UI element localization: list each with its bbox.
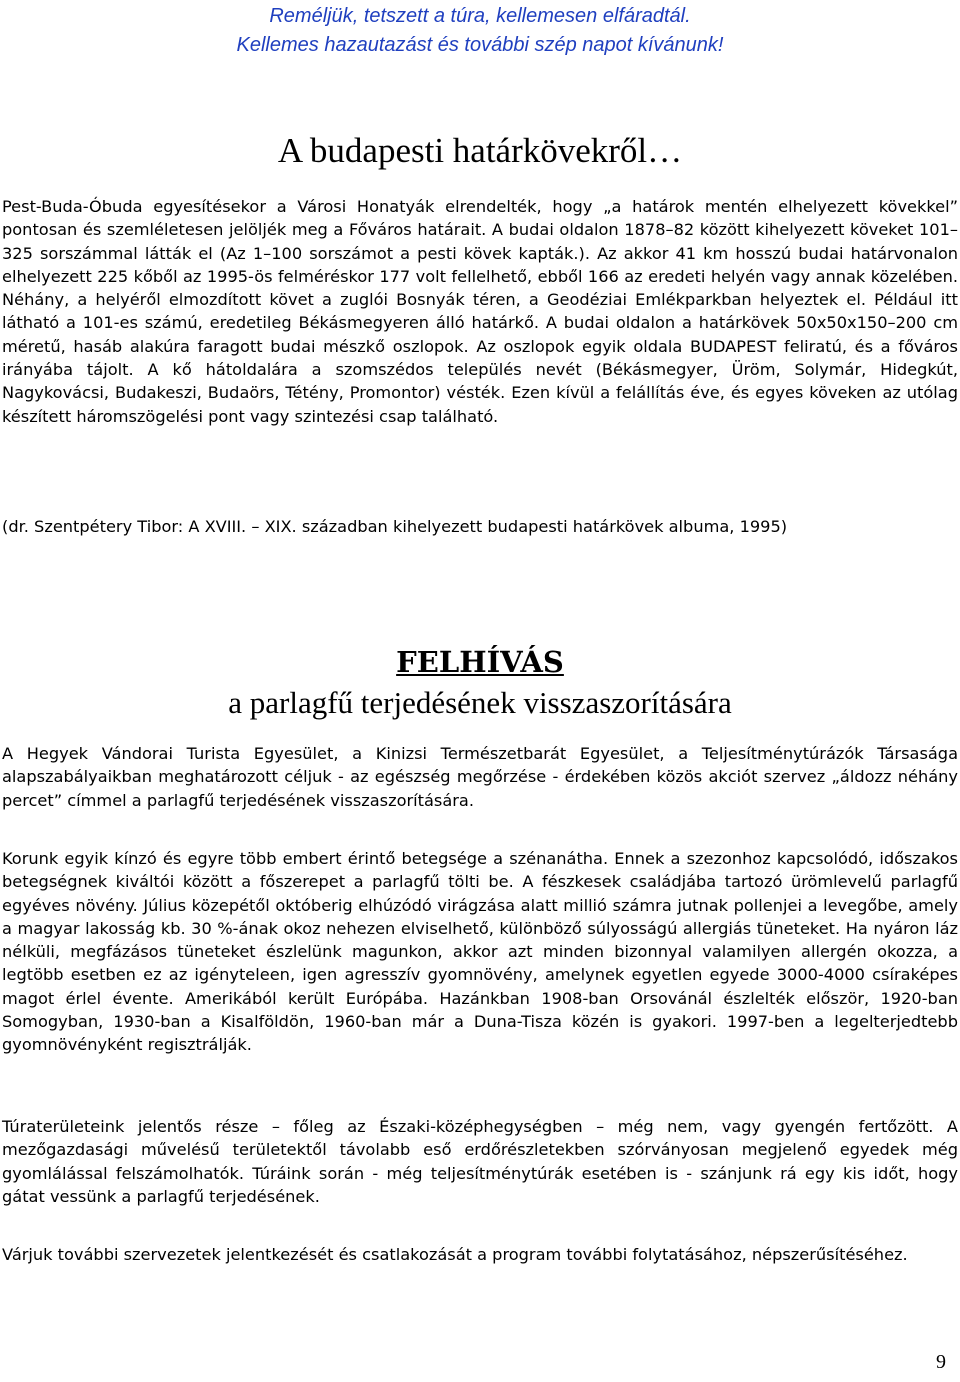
closing-line-2: Kellemes hazautazást és további szép napot kívánunk! bbox=[236, 34, 724, 56]
page-number: 9 bbox=[936, 1351, 946, 1373]
closing-line-1: Reméljük, tetszett a túra, kellemesen elfáradtál. bbox=[269, 5, 691, 27]
felhivas-paragraph-3: Túraterületeink jelentős része – főleg az Északi-középhegységben – még nem, vagy gyengén fertőzött. A mezőgazdasági művelésű területektől távolabb eső erdőrészletekben szórványosan megjelenő egyedek még gyomlálással felszámolhatók. Túráink során - még teljesítménytúrák esetében is - szánjunk rá egy kis időt, hogy gátat vessünk a parlagfű terjedésének. bbox=[2, 1117, 958, 1206]
boundary-stones-paragraph: Pest-Buda-Óbuda egyesítésekor a Városi Honatyák elrendelték, hogy „a határok mentén elhelyezett kövekkel” pontosan és szemléletesen jelöljék meg a Főváros határait. A budai oldalon 1878–82 között kihelyezett köveket 101–325 sorszámmal látták el (Az 1–100 sorszámot a pesti kövek kapták.). Az akkor 41 km hosszú budai határvonalon elhelyezett 225 kőből az 1995-ös felméréskor 177 volt fellelhető, ebből 166 az eredeti helyén vagy annak közelében. Néhány, a helyéről elmozdított követ a zuglói Bosnyák téren, a Geodéziai Emlékparkban helyeztek el. Például itt látható a 101-es számú, eredetileg Békásmegyeren álló határkő. A budai oldalon a határkövek 50x50x150–200 cm méretű, hasáb alakúra faragott budai mészkő oszlopok. Az oszlopok egyik oldala BUDAPEST feliratú, és a főváros irányába tájolt. A kő hátoldalára a szomszédos település nevét (Békásmegyer, Üröm, Solymár, Hidegkút, Nagykovácsi, Budakeszi, Budaörs, Tétény, Promontor) vésték. Ezen kívül a felállítás éve, és egyes köveken az utólag készített háromszögelési pont vagy szintezési csap található. bbox=[2, 197, 958, 426]
felhivas-subheading: a parlagfű terjedésének visszaszorítására bbox=[228, 685, 732, 720]
closing-message bbox=[0, 2, 960, 60]
felhivas-paragraph-1: A Hegyek Vándorai Turista Egyesület, a Kinizsi Természetbarát Egyesület, a Teljesítménytúrázók Társasága alapszabályaikban meghatározott céljuk - az egészség megőrzése - érdekében közös akciót szervez „áldozz néhány percet” címmel a parlagfű terjedésének visszaszorítására. bbox=[2, 744, 958, 810]
felhivas-paragraph-2: Korunk egyik kínzó és egyre több embert érintő betegsége a szénanátha. Ennek a szezonhoz kapcsolódó, időszakos betegségnek kiváltói között a főszerepet a parlagfű tölti be. A fészkesek családjába tartozó ürömlevelű parlagfű egyéves növény. Július közepétől októberig elhúzódó virágzása alatt millió számra jutnak pollenjei a levegőbe, amely a magyar lakosság kb. 30 %-ának okoz nehezen elviselhető, különböző súlyosságú allergiás tüneteket. Ha nyáron láz nélküli, megfázásos tüneteket észlelünk magunkon, akkor azt minden bizonnyal valamilyen allergén okozza, a legtöbb esetben ez az igényteleen, igen agresszív gyomnövény, amelynek egyetlen egyede 3000-4000 csíraképes magot érlel évente. Amerikából került Európába. Hazánkban 1908-ban Orsovánál észlelték először, 1920-ban Somogyban, 1930-ban a Kisalföldön, 1960-ban már a Duna-Tisza közén is gyakori. 1997-ben a legelterjedtebb gyomnövényként regisztrálják. bbox=[2, 849, 958, 1055]
reference-citation: (dr. Szentpétery Tibor: A XVIII. – XIX. században kihelyezett budapesti határkövek albuma, 1995) bbox=[2, 517, 788, 536]
felhivas-paragraph-4: Várjuk további szervezetek jelentkezését és csatlakozását a program további folytatásához, népszerűsítéséhez. bbox=[2, 1245, 908, 1264]
felhivas-heading: FELHÍVÁS bbox=[396, 645, 564, 679]
section-title-boundary-stones: A budapesti határkövekről… bbox=[277, 131, 683, 170]
